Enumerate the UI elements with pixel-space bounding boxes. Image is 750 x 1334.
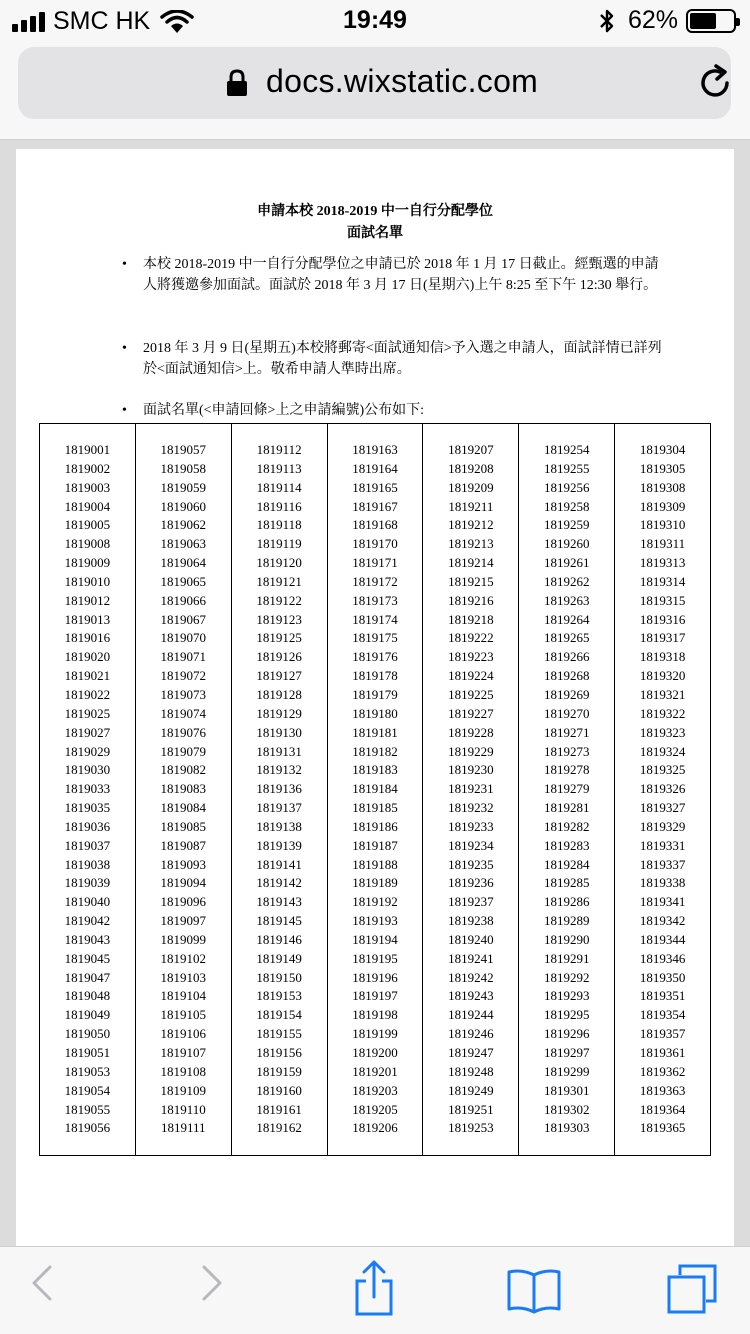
applicant-id: 1819067: [160, 611, 207, 627]
applicant-id: 1819304: [639, 442, 686, 457]
status-right: [598, 6, 736, 35]
applicant-id: 1819285: [543, 875, 590, 891]
applicant-id: 1819106: [160, 1026, 207, 1042]
applicant-id: 1819025: [64, 705, 111, 721]
bullet-dot: •: [122, 341, 127, 356]
applicant-id: 1819324: [639, 743, 686, 759]
document-page: [16, 149, 734, 1249]
applicant-id: 1819168: [352, 517, 398, 533]
applicant-id: 1819065: [160, 573, 207, 589]
applicant-id: 1819153: [256, 988, 302, 1004]
bullet-text: 本校 2018-2019 中一自行分配學位之申請已於 2018 年 1 月 17 日截止。經甄選的申請人將獲邀參加面試。面試於 2018 年 3 月 17 日(星期六)上午 8:25 至下午 12:30 舉行。: [143, 257, 659, 293]
applicant-id: 1819059: [160, 479, 207, 495]
applicant-id: 1819022: [64, 686, 111, 702]
applicant-id: 1819342: [639, 913, 686, 929]
applicant-id: 1819050: [64, 1026, 111, 1042]
applicant-id: 1819010: [64, 573, 111, 589]
applicant-id: 1819311: [640, 536, 686, 552]
applicant-id: 1819213: [448, 536, 494, 552]
applicant-id: 1819112: [256, 442, 302, 457]
applicant-id: 1819284: [543, 856, 590, 872]
applicant-id: 1819262: [543, 573, 590, 589]
applicant-id: 1819102: [160, 950, 207, 966]
applicant-id: 1819218: [448, 611, 494, 627]
applicant-id: 1819295: [543, 1007, 590, 1023]
applicant-id: 1819241: [448, 950, 494, 966]
applicant-id: 1819224: [448, 668, 494, 684]
applicant-id: 1819178: [352, 668, 398, 684]
applicant-id: 1819119: [256, 536, 302, 552]
applicant-id: 1819002: [64, 460, 111, 476]
applicant-id: 1819350: [639, 969, 686, 985]
applicant-id: 1819297: [543, 1045, 590, 1060]
applicant-id: 1819238: [448, 913, 494, 929]
applicant-id: 1819282: [543, 818, 590, 834]
applicant-id: 1819083: [160, 781, 207, 797]
applicant-id: 1819268: [543, 668, 590, 684]
applicant-id: 1819244: [448, 1007, 494, 1023]
applicant-id: 1819145: [256, 913, 302, 929]
address-bar[interactable]: [18, 47, 731, 119]
applicant-id: 1819338: [639, 875, 686, 891]
applicant-id: 1819232: [448, 800, 494, 816]
applicant-id: 1819123: [256, 611, 302, 627]
applicant-id: 1819233: [448, 818, 494, 834]
applicant-id: 1819251: [448, 1101, 494, 1117]
applicant-id: 1819259: [543, 517, 590, 533]
applicant-id: 1819317: [639, 630, 686, 646]
applicant-id: 1819085: [160, 818, 207, 834]
applicant-id: 1819116: [256, 498, 302, 514]
applicant-id: 1819225: [448, 686, 494, 702]
applicant-id: 1819323: [639, 724, 686, 740]
applicant-id: 1819186: [352, 818, 398, 834]
forward-icon[interactable]: [196, 1263, 226, 1303]
applicant-id: 1819036: [64, 818, 111, 834]
applicant-id: 1819162: [256, 1120, 302, 1136]
id-column: [614, 424, 710, 1155]
applicant-id: 1819126: [256, 649, 302, 665]
applicant-id: 1819296: [543, 1026, 590, 1042]
applicant-id: 1819351: [639, 988, 686, 1004]
applicant-id: 1819362: [639, 1063, 686, 1079]
applicant-id: 1819139: [256, 837, 302, 853]
applicant-id: 1819249: [448, 1082, 494, 1098]
applicant-id: 1819305: [639, 460, 686, 476]
applicant-id: 1819248: [448, 1063, 494, 1079]
applicant-id: 1819269: [543, 686, 590, 702]
applicant-id: 1819189: [352, 875, 398, 891]
applicant-id: 1819114: [256, 479, 302, 495]
applicant-id: 1819308: [639, 479, 686, 495]
applicant-id: 1819331: [639, 837, 686, 853]
applicant-id: 1819156: [256, 1045, 302, 1060]
applicant-id: 1819103: [160, 969, 207, 985]
applicant-id: 1819027: [64, 724, 111, 740]
applicant-id: 1819318: [639, 649, 686, 665]
applicant-id: 1819326: [639, 781, 686, 797]
applicant-id: 1819200: [352, 1045, 398, 1060]
applicant-id: 1819047: [64, 969, 111, 985]
applicant-id: 1819063: [160, 536, 207, 552]
applicant-id: 1819211: [448, 498, 494, 514]
applicant-id: 1819107: [160, 1045, 207, 1060]
applicant-id: 1819183: [352, 762, 398, 778]
applicant-id: 1819243: [448, 988, 494, 1004]
applicant-id: 1819062: [160, 517, 207, 533]
applicant-id: 1819354: [639, 1007, 686, 1023]
applicant-id: 1819131: [256, 743, 302, 759]
applicant-id: 1819108: [160, 1063, 207, 1079]
interview-id-table: [39, 423, 711, 1156]
applicant-id: 1819258: [543, 498, 590, 514]
applicant-id: 1819058: [160, 460, 207, 476]
applicant-id: 1819260: [543, 536, 590, 552]
applicant-id: 1819073: [160, 686, 207, 702]
applicant-id: 1819205: [352, 1101, 398, 1117]
applicant-id: 1819247: [448, 1045, 494, 1060]
applicant-id: 1819122: [256, 592, 302, 608]
applicant-id: 1819216: [448, 592, 494, 608]
applicant-id: 1819003: [64, 479, 111, 495]
applicant-id: 1819048: [64, 988, 111, 1004]
applicant-id: 1819057: [160, 442, 207, 457]
applicant-id: 1819179: [352, 686, 398, 702]
applicant-id: 1819012: [64, 592, 111, 608]
applicant-id: 1819321: [639, 686, 686, 702]
share-icon[interactable]: [352, 1259, 396, 1317]
applicant-id: 1819292: [543, 969, 590, 985]
applicant-id: 1819009: [64, 555, 111, 571]
applicant-id: 1819132: [256, 762, 302, 778]
applicant-id: 1819105: [160, 1007, 207, 1023]
applicant-id: 1819008: [64, 536, 111, 552]
url-text[interactable]: docs.wixstatic.com: [266, 63, 539, 99]
bottom-toolbar: [0, 1246, 750, 1334]
applicant-id: 1819004: [64, 498, 111, 514]
applicant-id: 1819045: [64, 950, 111, 966]
id-column: [40, 424, 135, 1155]
lock-icon: [226, 69, 248, 97]
back-icon[interactable]: [28, 1263, 58, 1303]
applicant-id: 1819254: [543, 442, 590, 457]
bookmarks-icon[interactable]: [506, 1267, 562, 1315]
applicant-id: 1819042: [64, 913, 111, 929]
applicant-id: 1819072: [160, 668, 207, 684]
applicant-id: 1819325: [639, 762, 686, 778]
applicant-id: 1819170: [352, 536, 398, 552]
applicant-id: 1819246: [448, 1026, 494, 1042]
applicant-id: 1819094: [160, 875, 207, 891]
applicant-id: 1819281: [543, 800, 590, 816]
applicant-id: 1819136: [256, 781, 302, 797]
applicant-id: 1819261: [543, 555, 590, 571]
status-time: 19:49: [343, 6, 407, 34]
applicant-id: 1819363: [639, 1082, 686, 1098]
applicant-id: 1819113: [256, 460, 302, 476]
applicant-id: 1819055: [64, 1101, 111, 1117]
applicant-id: 1819161: [256, 1101, 302, 1117]
applicant-id: 1819143: [256, 894, 302, 910]
applicant-id: 1819173: [352, 592, 398, 608]
applicant-id: 1819053: [64, 1063, 111, 1079]
applicant-id: 1819070: [160, 630, 207, 646]
applicant-id: 1819182: [352, 743, 398, 759]
applicant-id: 1819203: [352, 1082, 398, 1098]
applicant-id: 1819215: [448, 573, 494, 589]
applicant-id: 1819084: [160, 800, 207, 816]
applicant-id: 1819013: [64, 611, 111, 627]
applicant-id: 1819364: [639, 1101, 686, 1117]
applicant-id: 1819270: [543, 705, 590, 721]
applicant-id: 1819289: [543, 913, 590, 929]
applicant-id: 1819197: [352, 988, 398, 1004]
applicant-id: 1819154: [256, 1007, 302, 1023]
applicant-id: 1819214: [448, 555, 494, 571]
applicant-id: 1819266: [543, 649, 590, 665]
battery-level: [690, 13, 716, 29]
applicant-id: 1819206: [352, 1120, 398, 1136]
reload-icon[interactable]: [696, 64, 734, 102]
applicant-id: 1819096: [160, 894, 207, 910]
applicant-id: 1819142: [256, 875, 302, 891]
applicant-id: 1819040: [64, 894, 111, 910]
applicant-id: 1819291: [543, 950, 590, 966]
applicant-id: 1819020: [64, 649, 111, 665]
applicant-id: 1819256: [543, 479, 590, 495]
applicant-id: 1819160: [256, 1082, 302, 1098]
applicant-id: 1819093: [160, 856, 207, 872]
applicant-id: 1819120: [256, 555, 302, 571]
applicant-id: 1819035: [64, 800, 111, 816]
applicant-id: 1819164: [352, 460, 398, 476]
battery-icon: [686, 9, 736, 33]
applicant-id: 1819235: [448, 856, 494, 872]
applicant-id: 1819171: [352, 555, 398, 571]
document-viewer[interactable]: [0, 140, 750, 1246]
applicant-id: 1819337: [639, 856, 686, 872]
applicant-id: 1819357: [639, 1026, 686, 1042]
applicant-id: 1819279: [543, 781, 590, 797]
applicant-id: 1819273: [543, 743, 590, 759]
applicant-id: 1819286: [543, 894, 590, 910]
applicant-id: 1819222: [448, 630, 494, 646]
applicant-id: 1819229: [448, 743, 494, 759]
applicant-id: 1819223: [448, 649, 494, 665]
applicant-id: 1819193: [352, 913, 398, 929]
status-bar: [0, 0, 750, 40]
document-subtitle: 面試名單: [347, 226, 403, 241]
applicant-id: 1819176: [352, 649, 398, 665]
applicant-id: 1819109: [160, 1082, 207, 1098]
applicant-id: 1819021: [64, 668, 111, 684]
applicant-id: 1819299: [543, 1063, 590, 1079]
bluetooth-icon: [598, 8, 616, 34]
applicant-id: 1819175: [352, 630, 398, 646]
applicant-id: 1819227: [448, 705, 494, 721]
applicant-id: 1819361: [639, 1045, 686, 1060]
applicant-id: 1819066: [160, 592, 207, 608]
applicant-id: 1819141: [256, 856, 302, 872]
carrier-name: SMC HK: [53, 7, 151, 35]
applicant-id: 1819001: [64, 442, 111, 457]
applicant-id: 1819079: [160, 743, 207, 759]
applicant-id: 1819237: [448, 894, 494, 910]
applicant-id: 1819263: [543, 592, 590, 608]
applicant-id: 1819314: [639, 573, 686, 589]
applicant-id: 1819199: [352, 1026, 398, 1042]
applicant-id: 1819329: [639, 818, 686, 834]
applicant-id: 1819313: [639, 555, 686, 571]
bullet-text: 面試名單(<申請回條>上之申請編號)公布如下:: [143, 403, 425, 418]
applicant-id: 1819327: [639, 800, 686, 816]
applicant-id: 1819303: [543, 1120, 590, 1136]
applicant-id: 1819111: [161, 1120, 206, 1136]
applicant-id: 1819278: [543, 762, 590, 778]
applicant-id: 1819201: [352, 1063, 398, 1079]
applicant-id: 1819054: [64, 1082, 111, 1098]
applicant-id: 1819104: [160, 988, 207, 1004]
applicant-id: 1819172: [352, 573, 398, 589]
id-column: [422, 424, 518, 1155]
applicant-id: 1819208: [448, 460, 494, 476]
applicant-id: 1819076: [160, 724, 207, 740]
applicant-id: 1819207: [448, 442, 494, 457]
battery-nub: [736, 18, 740, 26]
applicant-id: 1819005: [64, 517, 111, 533]
applicant-id: 1819056: [64, 1120, 111, 1136]
applicant-id: 1819230: [448, 762, 494, 778]
applicant-id: 1819315: [639, 592, 686, 608]
applicant-id: 1819128: [256, 686, 302, 702]
applicant-id: 1819138: [256, 818, 302, 834]
applicant-id: 1819346: [639, 950, 686, 966]
applicant-id: 1819234: [448, 837, 494, 853]
applicant-id: 1819290: [543, 931, 590, 947]
applicant-id: 1819302: [543, 1101, 590, 1117]
applicant-id: 1819118: [256, 517, 302, 533]
applicant-id: 1819016: [64, 630, 111, 646]
applicant-id: 1819341: [639, 894, 686, 910]
applicant-id: 1819165: [352, 479, 398, 495]
applicant-id: 1819320: [639, 668, 686, 684]
applicant-id: 1819155: [256, 1026, 302, 1042]
battery-percent: 62%: [627, 6, 678, 34]
applicant-id: 1819082: [160, 762, 207, 778]
applicant-id: 1819228: [448, 724, 494, 740]
applicant-id: 1819188: [352, 856, 398, 872]
applicant-id: 1819344: [639, 931, 686, 947]
applicant-id: 1819212: [448, 517, 494, 533]
applicant-id: 1819121: [256, 573, 302, 589]
applicant-id: 1819264: [543, 611, 590, 627]
applicant-id: 1819184: [352, 781, 398, 797]
applicant-id: 1819130: [256, 724, 302, 740]
document-title: 申請本校 2018-2019 中一自行分配學位: [257, 204, 493, 219]
id-column: [327, 424, 423, 1155]
applicant-id: 1819074: [160, 705, 207, 721]
bullet-dot: •: [122, 257, 127, 272]
applicant-id: 1819209: [448, 479, 494, 495]
applicant-id: 1819265: [543, 630, 590, 646]
applicant-id: 1819236: [448, 875, 494, 891]
bullet-text: 2018 年 3 月 9 日(星期五)本校將郵寄<面試通知信>予入選之申請人，面試詳情已詳列於<面試通知信>上。敬希申請人準時出席。: [143, 341, 662, 377]
applicant-id: 1819087: [160, 837, 207, 853]
applicant-id: 1819159: [256, 1063, 302, 1079]
applicant-id: 1819309: [639, 498, 686, 514]
applicant-id: 1819181: [352, 724, 398, 740]
applicant-id: 1819149: [256, 950, 302, 966]
applicant-id: 1819099: [160, 931, 207, 947]
applicant-id: 1819039: [64, 875, 111, 891]
applicant-id: 1819194: [352, 931, 398, 947]
applicant-id: 1819038: [64, 856, 111, 872]
id-column: [518, 424, 614, 1155]
applicant-id: 1819322: [639, 705, 686, 721]
applicant-id: 1819293: [543, 988, 590, 1004]
applicant-id: 1819137: [256, 800, 302, 816]
applicant-id: 1819283: [543, 837, 590, 853]
applicant-id: 1819043: [64, 931, 111, 947]
applicant-id: 1819051: [64, 1045, 111, 1060]
applicant-id: 1819255: [543, 460, 590, 476]
applicant-id: 1819198: [352, 1007, 398, 1023]
applicant-id: 1819097: [160, 913, 207, 929]
applicant-id: 1819195: [352, 950, 398, 966]
applicant-id: 1819301: [543, 1082, 590, 1098]
applicant-id: 1819146: [256, 931, 302, 947]
applicant-id: 1819365: [639, 1120, 686, 1136]
id-column: [135, 424, 231, 1155]
tabs-icon[interactable]: [666, 1263, 718, 1315]
applicant-id: 1819240: [448, 931, 494, 947]
applicant-id: 1819271: [543, 724, 590, 740]
applicant-id: 1819071: [160, 649, 207, 665]
applicant-id: 1819174: [352, 611, 398, 627]
applicant-id: 1819310: [639, 517, 686, 533]
applicant-id: 1819064: [160, 555, 207, 571]
bullet-dot: •: [122, 403, 127, 418]
applicant-id: 1819163: [352, 442, 398, 457]
applicant-id: 1819242: [448, 969, 494, 985]
applicant-id: 1819033: [64, 781, 111, 797]
applicant-id: 1819180: [352, 705, 398, 721]
applicant-id: 1819187: [352, 837, 398, 853]
applicant-id: 1819125: [256, 630, 302, 646]
applicant-id: 1819127: [256, 668, 302, 684]
applicant-id: 1819167: [352, 498, 398, 514]
id-column: [231, 424, 327, 1155]
applicant-id: 1819060: [160, 498, 207, 514]
applicant-id: 1819316: [639, 611, 686, 627]
applicant-id: 1819129: [256, 705, 302, 721]
applicant-id: 1819029: [64, 743, 111, 759]
applicant-id: 1819185: [352, 800, 398, 816]
applicant-id: 1819110: [160, 1101, 206, 1117]
applicant-id: 1819231: [448, 781, 494, 797]
applicant-id: 1819030: [64, 762, 111, 778]
applicant-id: 1819049: [64, 1007, 111, 1023]
applicant-id: 1819150: [256, 969, 302, 985]
applicant-id: 1819192: [352, 894, 398, 910]
applicant-id: 1819037: [64, 837, 111, 853]
applicant-id: 1819196: [352, 969, 398, 985]
applicant-id: 1819253: [448, 1120, 494, 1136]
